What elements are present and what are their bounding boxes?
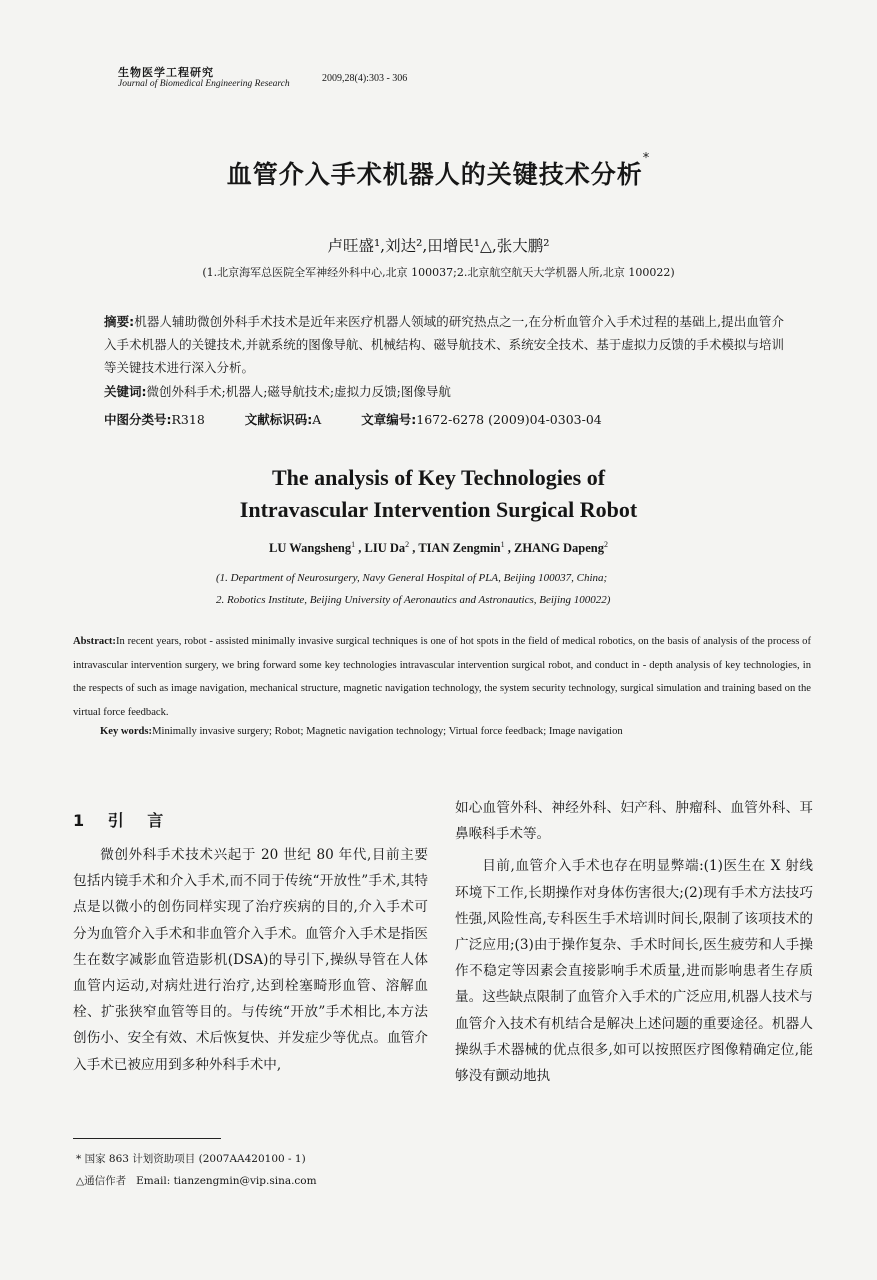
doc-code [245,412,322,427]
correspondence-email: Email: tianzengmin@vip.sina.com [136,1175,317,1187]
classification-line [104,410,638,428]
footnote-divider [73,1138,221,1139]
doc-value: A [312,412,322,427]
section-heading: 1 引 言 [73,811,173,830]
title-en-line2: Intravascular Intervention Surgical Robot [239,497,638,522]
journal-name-en: Journal of Biomedical Engineering Research [118,79,290,89]
keywords-cn-label: 关键词: [104,384,147,399]
author-sup: 2 [405,540,410,549]
paragraph: 如心血管外科、神经外科、妇产科、肿瘤科、血管外科、耳鼻喉科手术等。 [455,800,813,843]
paper-title-en [0,462,877,526]
keywords-cn-text: 微创外科手术;机器人;磁导航技术;虚拟力反馈;图像导航 [146,384,451,399]
author-sup: 1 [351,540,356,549]
author-separator: , [504,541,514,556]
paper-title-cn [0,151,877,191]
clc-value: R318 [171,412,205,427]
abstract-cn-label: 摘要: [104,314,135,329]
clc-number [104,412,205,427]
clc-label: 中图分类号: [104,412,172,427]
authors-en [0,540,877,556]
article-value: 1672-6278 (2009)04-0303-04 [416,412,602,427]
correspondence-label: △通信作者 [76,1175,127,1187]
journal-name-cn: 生物医学工程研究 [118,66,214,79]
article-number [361,412,601,427]
keywords-cn [104,382,451,400]
keywords-en-label: Key words: [100,726,153,737]
authors-cn: 卢旺盛¹,刘达²,田增民¹△,张大鹏² [327,237,550,255]
abstract-en-label: Abstract: [73,636,116,647]
title-cn-text: 血管介入手术机器人的关键技术分析 [226,160,643,189]
article-label: 文章编号: [361,412,417,427]
author-en: ZHANG Dapeng [514,541,604,556]
abstract-cn-text: 机器人辅助微创外科手术技术是近年来医疗机器人领域的研究热点之一,在分析血管介入手术过程的基础上,提出血管介入手术机器人的关键技术,并就系统的图像导航、机械结构、磁导航技术、系统安全技术、基于虚拟力反馈的手术模拟与培训等关键技术进行深入分析。 [104,314,785,375]
abstract-en [73,630,811,724]
keywords-en [100,726,623,737]
affiliation-en [216,567,610,611]
footnote-funding: * 国家 863 计划资助项目 (2007AA420100 - 1) [76,1153,306,1165]
keywords-en-text: Minimally invasive surgery; Robot; Magnetic navigation technology; Virtual force feedback; Image navigation [152,726,623,737]
abstract-cn [104,310,784,379]
doc-label: 文献标识码: [244,412,313,427]
author-en: LIU Da [364,541,406,556]
body-column-right [455,795,813,1089]
author-en: LU Wangsheng [269,541,352,556]
body-column-left [73,842,428,1078]
affiliation-cn: (1.北京海军总医院全军神经外科中心,北京 100037;2.北京航空航天大学机器人所,北京 100022) [202,266,675,279]
affiliation-en-line2: 2. Robotics Institute, Beijing University of Aeronautics and Astronautics, Beijing 100022) [216,594,611,606]
author-separator: , [355,541,365,556]
footnote-correspondence [76,1173,317,1188]
author-sup: 1 [500,540,505,549]
paragraph: 微创外科手术技术兴起于 20 世纪 80 年代,目前主要包括内镜手术和介入手术,而不同于传统“开放性”手术,其特点是以微小的创伤同样实现了治疗疾病的目的,介入手术可分为血管介入手术和非血管介入手术。血管介入手术是指医生在数字减影血管造影机(DSA)的导引下,操纵导管在人体血管内运动,对病灶进行治疗,达到栓塞畸形血管、溶解血栓、扩张狭窄血管等目的。与传统“开放”手术相比,本方法创伤小、安全有效、术后恢复快、并发症少等优点。血管介入手术已被应用到多种外科手术中, [73,847,428,1073]
paragraph: 目前,血管介入手术也存在明显弊端:(1)医生在 X 射线环境下工作,长期操作对身体伤害很大;(2)现有手术方法技巧性强,风险性高,专科医生手术培训时间长,限制了该项技术的广泛应用;(3)由于操作复杂、手术时间长,医生疲劳和人手操作不稳定等因素会直接影响手术质量,进而影响患者生存质量。这些缺点限制了血管介入手术的广泛应用,机器人技术与血管介入技术有机结合是解决上述问题的重要途径。机器人操纵手术器械的优点很多,如可以按照医疗图像精确定位,能够没有颤动地执 [455,858,813,1085]
journal-citation: 2009,28(4):303 - 306 [322,73,408,84]
title-en-line1: The analysis of Key Technologies of [271,465,606,490]
title-footnote-mark: * [642,151,651,166]
affiliation-en-line1: (1. Department of Neurosurgery, Navy General Hospital of PLA, Beijing 100037, China; [216,572,608,584]
author-separator: , [409,541,419,556]
author-sup: 2 [603,540,608,549]
abstract-en-text: In recent years, robot - assisted minimally invasive surgical techniques is one of hot spots in the field of medical robotics, on the basis of analysis of the process of intravascular intervention surgery, we bring forward some key technologies intravascular intervention surgical robot, and conduct in - depth analysis of key technologies, in the respects of such as image navigation, mechanical structure, magnetic navigation technology, the system security technology, surgical simulation and training based on the virtual force feedback. [73,636,811,718]
author-en: TIAN Zengmin [418,541,501,556]
